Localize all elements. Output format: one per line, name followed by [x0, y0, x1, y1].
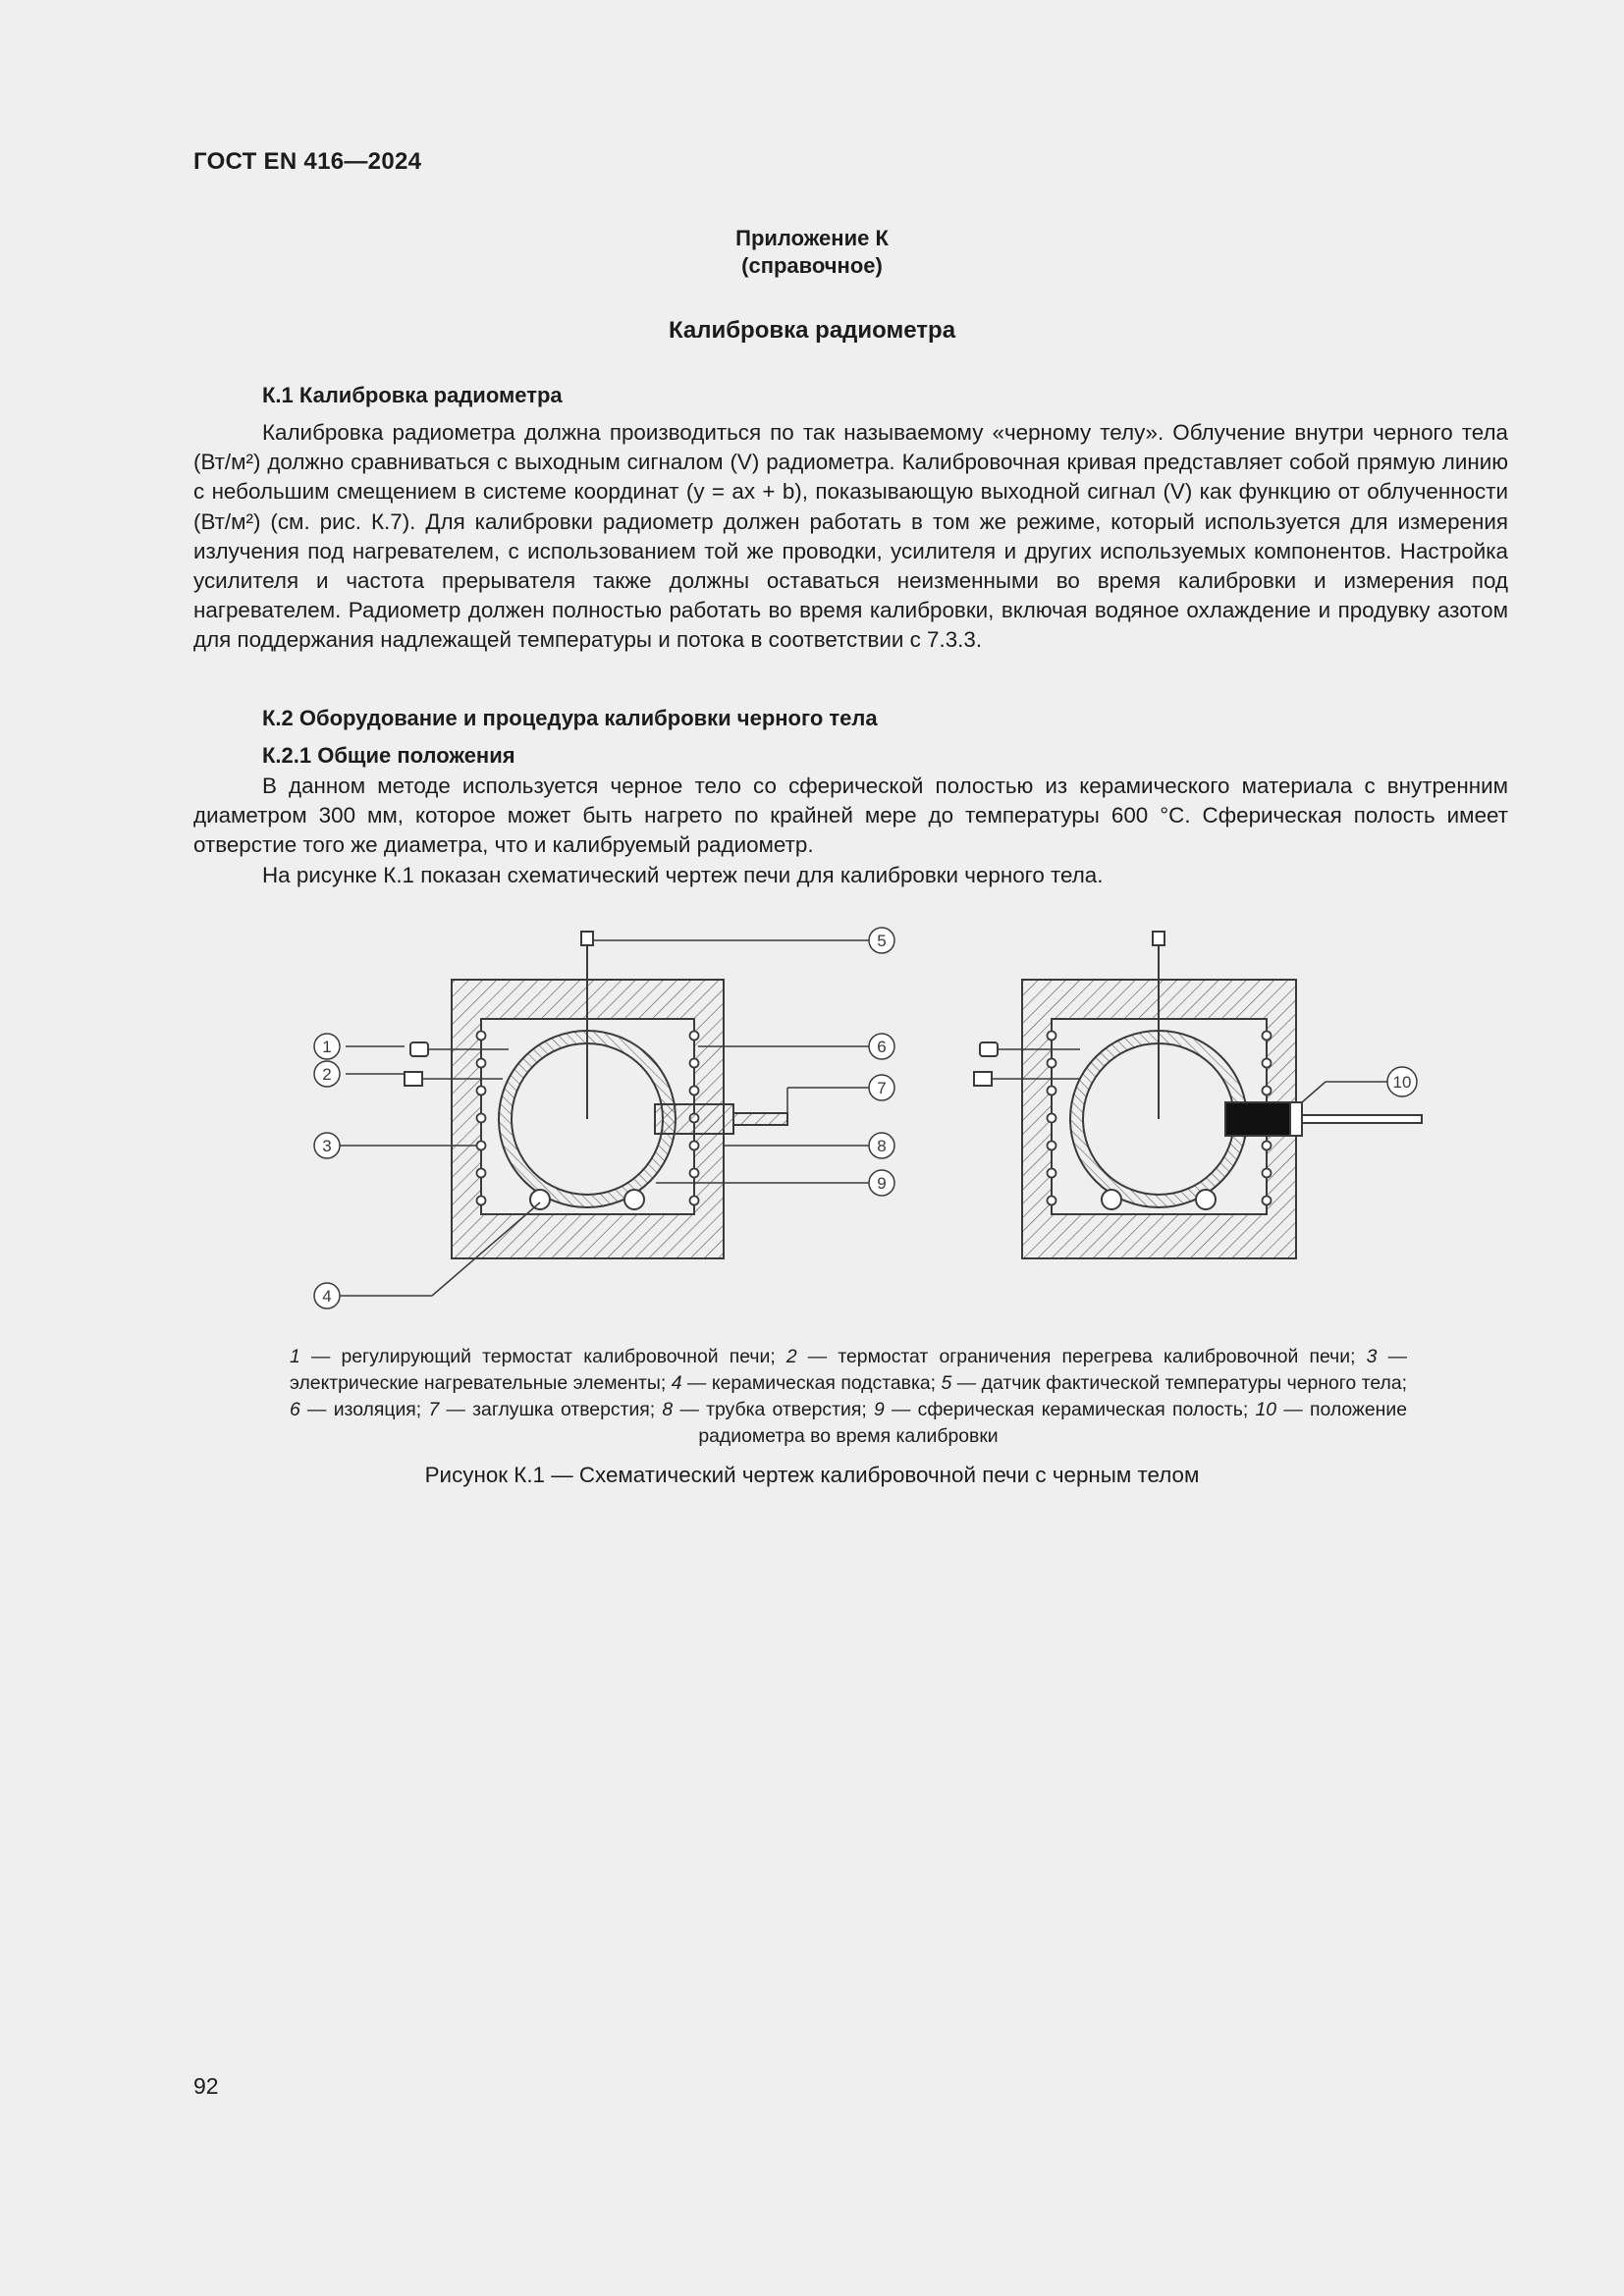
- section-k21-figure-ref: На рисунке К.1 показан схематический чертеж печи для калибровки черного тела.: [262, 863, 1104, 887]
- figure-caption: Рисунок К.1 — Схематический чертеж калибровочной печи с черным телом: [424, 1463, 1200, 1487]
- legend-text-9: — сферическая керамическая полость;: [884, 1399, 1256, 1420]
- section-k1-heading: К.1 Калибровка радиометра: [262, 383, 563, 407]
- callout-3-label: 3: [322, 1137, 332, 1155]
- legend-text-10: — положение радиометра во время калибровки: [698, 1399, 1407, 1447]
- legend-num-8: 8: [662, 1399, 674, 1420]
- annex-label: Приложение К: [735, 226, 889, 250]
- callout-9-label: 9: [877, 1174, 887, 1193]
- legend-num-3: 3: [1366, 1346, 1378, 1367]
- figure-legend: [290, 1344, 1407, 1450]
- annex-status: (справочное): [741, 253, 883, 278]
- standard-header: ГОСТ EN 416—2024: [193, 148, 422, 175]
- callout-5-label: 5: [877, 932, 887, 950]
- callout-2-label: 2: [322, 1065, 332, 1084]
- legend-num-5: 5: [941, 1372, 952, 1394]
- section-k21-text: В данном методе используется черное тело со сферической полостью из керамического материала с внутренним диаметром 300 мм, которое может быть нагрето по крайней мере до температуры 600 °С. Сферическая полость имеет отверстие того же диаметра, что и калибруемый радиометр.: [193, 774, 1508, 858]
- legend-num-4: 4: [671, 1372, 682, 1394]
- furnace-right: [974, 932, 1422, 1258]
- callout-8-label: 8: [877, 1137, 887, 1155]
- legend-num-1: 1: [290, 1346, 300, 1367]
- section-k21-heading: К.2.1 Общие положения: [262, 743, 515, 768]
- section-k1-text: Калибровка радиометра должна производиться по так называемому «черному телу». Облучение внутри черного тела (Вт/м²) должно сравниваться с выходным сигналом (V) радиометра. Калибровочная кривая представляет собой прямую линию с небольшим смещением в системе координат (y = ах + b), показывающую выходной сигнал (V) как функцию от облученности (Вт/м²) (см. рис. К.7). Для калибровки радиометр должен работать в том же режиме, который используется для измерения излучения под нагревателем, с использованием той же проводки, усилителя и других используемых компонентов. Настройка усилителя и частота прерывателя также должны оставаться неизменными во время калибровки и измерения под нагревателем. Радиометр должен полностью работать во время калибровки, включая водяное охлаждение и продувку азотом для поддержания надлежащей температуры и потока в соответствии с 7.3.3.: [193, 420, 1508, 653]
- legend-text-5: — датчик фактической температуры черного тела;: [951, 1372, 1407, 1394]
- furnace-left: [405, 932, 787, 1258]
- furnace-schematic-figure: [295, 918, 1453, 1320]
- callout-7-label: 7: [877, 1079, 887, 1097]
- legend-num-9: 9: [873, 1399, 885, 1420]
- annex-heading: [0, 225, 1624, 280]
- callout-4-label: 4: [322, 1287, 332, 1306]
- legend-text-6: — изоляция;: [299, 1399, 429, 1420]
- annex-title: Калибровка радиометра: [668, 317, 956, 344]
- callout-1-label: 1: [322, 1038, 332, 1056]
- section-k2-heading: К.2 Оборудование и процедура калибровки черного тела: [262, 706, 878, 730]
- legend-text-7: — заглушка отверстия;: [439, 1399, 663, 1420]
- legend-text-2: — термостат ограничения перегрева калибровочной печи;: [796, 1346, 1367, 1367]
- legend-text-4: — керамическая подставка;: [681, 1372, 942, 1394]
- legend-text-3: — электрические нагревательные элементы;: [290, 1346, 1407, 1394]
- legend-text-1: — регулирующий термостат калибровочной печи;: [299, 1346, 786, 1367]
- callout-10-label: 10: [1392, 1073, 1412, 1092]
- legend-text-8: — трубка отверстия;: [673, 1399, 874, 1420]
- callout-6-label: 6: [877, 1038, 887, 1056]
- legend-num-10: 10: [1255, 1399, 1277, 1420]
- legend-num-2: 2: [785, 1346, 797, 1367]
- page-number: 92: [193, 2073, 219, 2099]
- legend-num-7: 7: [428, 1399, 440, 1420]
- legend-num-6: 6: [290, 1399, 300, 1420]
